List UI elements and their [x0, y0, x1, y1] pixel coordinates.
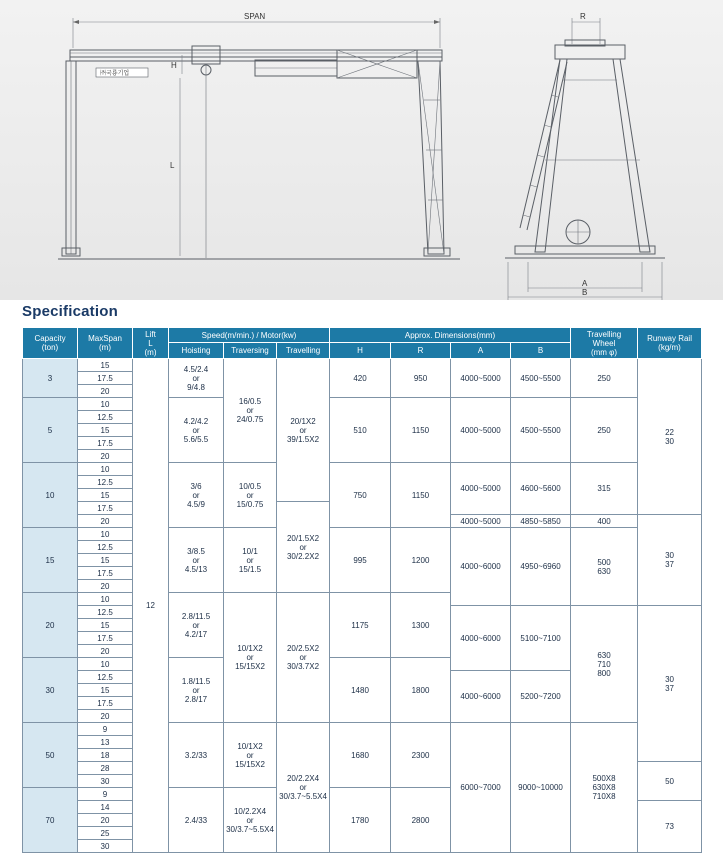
hoisting-value: 2.4/33 — [169, 788, 224, 853]
maxspan-value: 10 — [78, 658, 133, 671]
a-value: 4000~6000 — [451, 671, 511, 723]
wheel-value: 630 710 800 — [571, 606, 638, 723]
maxspan-value: 20 — [78, 645, 133, 658]
travelling-value: 20/1.5X2 or 30/2.2X2 — [277, 502, 330, 593]
hoisting-value: 2.8/11.5 or 4.2/17 — [169, 593, 224, 658]
hoisting-value: 3/8.5 or 4.5/13 — [169, 528, 224, 593]
col-rail: Runway Rail (kg/m) — [638, 328, 702, 359]
capacity-value: 30 — [23, 658, 78, 723]
rail-value: 22 30 — [638, 359, 702, 515]
maxspan-value: 9 — [78, 723, 133, 736]
hoisting-value: 3/6 or 4.5/9 — [169, 463, 224, 528]
maxspan-value: 9 — [78, 788, 133, 801]
b-label: B — [582, 288, 588, 297]
maxspan-value: 17.5 — [78, 502, 133, 515]
maxspan-value: 13 — [78, 736, 133, 749]
col-speed-group: Speed(m/min.) / Motor(kw) — [169, 328, 330, 343]
r-value: 1300 — [391, 593, 451, 658]
h-value: 1680 — [330, 723, 391, 788]
maxspan-value: 12.5 — [78, 606, 133, 619]
traversing-value: 10/1X2 or 15/15X2 — [224, 723, 277, 788]
col-lift: Lift L (m) — [133, 328, 169, 359]
maxspan-value: 20 — [78, 710, 133, 723]
maxspan-value: 28 — [78, 762, 133, 775]
h-value: 1175 — [330, 593, 391, 658]
rail-value: 30 37 — [638, 515, 702, 606]
capacity-value: 50 — [23, 723, 78, 788]
b-value: 5200~7200 — [511, 671, 571, 723]
maxspan-value: 10 — [78, 528, 133, 541]
col-r: R — [391, 343, 451, 359]
a-label: A — [582, 279, 588, 288]
b-value: 4950~6960 — [511, 528, 571, 606]
wheel-value: 500 630 — [571, 528, 638, 606]
maxspan-value: 30 — [78, 840, 133, 853]
travelling-value: 20/2.2X4 or 30/3.7~5.5X4 — [277, 723, 330, 853]
col-wheel: Travelling Wheel (mm φ) — [571, 328, 638, 359]
maxspan-value: 12.5 — [78, 411, 133, 424]
rail-value: 73 — [638, 801, 702, 853]
capacity-value: 20 — [23, 593, 78, 658]
capacity-value: 15 — [23, 528, 78, 593]
maxspan-value: 17.5 — [78, 697, 133, 710]
travelling-value: 20/2.5X2 or 30/3.7X2 — [277, 593, 330, 723]
maxspan-value: 15 — [78, 489, 133, 502]
maxspan-value: 14 — [78, 801, 133, 814]
maxspan-value: 15 — [78, 619, 133, 632]
maxspan-value: 25 — [78, 827, 133, 840]
table-row — [23, 528, 702, 541]
table-row — [23, 463, 702, 476]
traversing-value: 16/0.5 or 24/0.75 — [224, 359, 277, 463]
r-label: R — [580, 12, 586, 21]
maxspan-value: 10 — [78, 398, 133, 411]
col-h: H — [330, 343, 391, 359]
col-dims-group: Approx. Dimensions(mm) — [330, 328, 571, 343]
traversing-value: 10/0.5 or 15/0.75 — [224, 463, 277, 528]
l-label: L — [170, 161, 175, 170]
a-value: 4000~5000 — [451, 359, 511, 398]
a-value: 4000~6000 — [451, 606, 511, 671]
capacity-value: 5 — [23, 398, 78, 463]
wheel-value: 500X8 630X8 710X8 — [571, 723, 638, 853]
a-value: 4000~6000 — [451, 528, 511, 606]
maxspan-value: 17.5 — [78, 437, 133, 450]
col-travelling: Travelling — [277, 343, 330, 359]
traversing-value: 10/1X2 or 15/15X2 — [224, 593, 277, 723]
h-value: 750 — [330, 463, 391, 528]
traversing-value: 10/1 or 15/1.5 — [224, 528, 277, 593]
maxspan-value: 10 — [78, 593, 133, 606]
rail-value: 30 37 — [638, 606, 702, 762]
section-title: Specification — [22, 303, 118, 320]
span-label: SPAN — [244, 12, 266, 21]
b-value: 9000~10000 — [511, 723, 571, 853]
a-value: 4000~5000 — [451, 463, 511, 515]
table-row — [23, 723, 702, 736]
r-value: 1150 — [391, 398, 451, 463]
a-value: 4000~5000 — [451, 398, 511, 463]
maxspan-value: 17.5 — [78, 567, 133, 580]
hoisting-value: 3.2/33 — [169, 723, 224, 788]
a-value: 4000~5000 — [451, 515, 511, 528]
crane-drawing — [0, 0, 723, 300]
maxspan-value: 15 — [78, 554, 133, 567]
maxspan-value: 12.5 — [78, 541, 133, 554]
maxspan-value: 10 — [78, 463, 133, 476]
wheel-value: 250 — [571, 398, 638, 463]
maxspan-value: 20 — [78, 515, 133, 528]
r-value: 1150 — [391, 463, 451, 528]
capacity-value: 70 — [23, 788, 78, 853]
b-value: 5100~7100 — [511, 606, 571, 671]
maxspan-value: 30 — [78, 775, 133, 788]
r-value: 2300 — [391, 723, 451, 788]
r-value: 1200 — [391, 528, 451, 593]
maxspan-value: 20 — [78, 450, 133, 463]
maxspan-value: 20 — [78, 385, 133, 398]
lift-value: 12 — [133, 359, 169, 853]
h-value: 1480 — [330, 658, 391, 723]
wheel-value: 250 — [571, 359, 638, 398]
maxspan-value: 18 — [78, 749, 133, 762]
maxspan-value: 20 — [78, 580, 133, 593]
h-value: 420 — [330, 359, 391, 398]
gantry-crane-diagram — [0, 0, 723, 300]
hoisting-value: 1.8/11.5 or 2.8/17 — [169, 658, 224, 723]
a-value: 6000~7000 — [451, 723, 511, 853]
specification-table — [22, 327, 702, 853]
h-value: 995 — [330, 528, 391, 593]
maxspan-value: 15 — [78, 684, 133, 697]
b-value: 4850~5850 — [511, 515, 571, 528]
r-value: 2800 — [391, 788, 451, 853]
capacity-value: 10 — [23, 463, 78, 528]
travelling-value: 20/1X2 or 39/1.5X2 — [277, 359, 330, 502]
rail-value: 50 — [638, 762, 702, 801]
table-row — [23, 398, 702, 411]
col-traversing: Traversing — [224, 343, 277, 359]
col-hoisting: Hoisting — [169, 343, 224, 359]
table-body — [23, 359, 702, 853]
wheel-value: 315 — [571, 463, 638, 515]
hoisting-value: 4.5/2.4 or 9/4.8 — [169, 359, 224, 398]
maxspan-value: 17.5 — [78, 372, 133, 385]
maxspan-value: 12.5 — [78, 476, 133, 489]
h-value: 1780 — [330, 788, 391, 853]
traversing-value: 10/2.2X4 or 30/3.7~5.5X4 — [224, 788, 277, 853]
maxspan-value: 12.5 — [78, 671, 133, 684]
maxspan-value: 20 — [78, 814, 133, 827]
b-value: 4600~5600 — [511, 463, 571, 515]
maxspan-value: 15 — [78, 359, 133, 372]
wheel-value: 400 — [571, 515, 638, 528]
capacity-value: 3 — [23, 359, 78, 398]
hoisting-value: 4.2/4.2 or 5.6/5.5 — [169, 398, 224, 463]
h-value: 510 — [330, 398, 391, 463]
b-value: 4500~5500 — [511, 359, 571, 398]
r-value: 950 — [391, 359, 451, 398]
maxspan-value: 17.5 — [78, 632, 133, 645]
h-label: H — [171, 61, 177, 70]
table-row — [23, 359, 702, 372]
col-b: B — [511, 343, 571, 359]
col-a: A — [451, 343, 511, 359]
r-value: 1800 — [391, 658, 451, 723]
logo-text: ㈜국룡기업 — [100, 70, 130, 77]
col-maxspan: MaxSpan (m) — [78, 328, 133, 359]
col-capacity: Capacity (ton) — [23, 328, 78, 359]
maxspan-value: 15 — [78, 424, 133, 437]
b-value: 4500~5500 — [511, 398, 571, 463]
